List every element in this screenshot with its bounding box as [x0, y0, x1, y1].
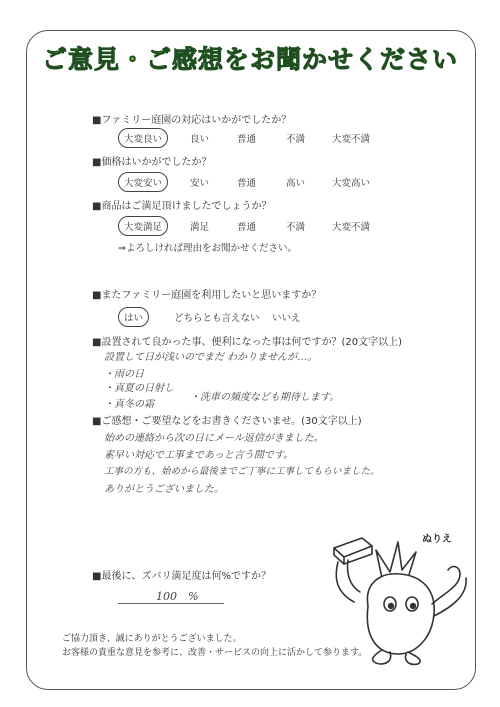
option[interactable]: 普通: [237, 134, 257, 145]
option[interactable]: 大変不満: [332, 222, 371, 233]
options-service: [0, 131, 500, 147]
answer-underline: [118, 603, 224, 604]
options-price: [0, 175, 500, 191]
option[interactable]: 不満: [286, 134, 306, 145]
question-service: ■ファミリー庭園の対応はいかがでしたか？: [92, 115, 292, 126]
option[interactable]: 大変不満: [332, 134, 371, 145]
comments-answer-line: ありがとうございました。: [104, 484, 224, 495]
question-benefits: ■設置されて良かった事、便利になった事は何ですか？(20文字以上): [92, 337, 402, 348]
survey-title: ご意見・ご感想をお聞かせください: [41, 45, 458, 74]
option[interactable]: 普通: [237, 222, 257, 233]
comments-answer-line: 工事の方も、始めから最後までご丁寧に工事してもらいました。: [104, 466, 380, 477]
benefits-answer-line: ・雨の日: [104, 369, 144, 380]
benefits-answer-line: 設置して日が浅いのでまだ わかりませんが…。: [104, 352, 318, 363]
option[interactable]: 不満: [286, 222, 306, 233]
question-comments: ■ご感想・ご要望などをお書きくださいませ。(30文字以上): [92, 416, 362, 427]
benefits-answer-line: ・真冬の霜: [104, 399, 154, 410]
option-selected[interactable]: 大変安い: [118, 172, 168, 192]
option-selected[interactable]: はい: [118, 307, 149, 327]
options-product: [0, 219, 500, 235]
mascot-caption: ぬりえ: [422, 534, 452, 545]
reason-prompt: ⇒よろしければ理由をお聞かせください。: [118, 243, 297, 254]
options-reuse: [0, 310, 500, 326]
option[interactable]: 安い: [190, 178, 210, 189]
benefits-answer-line: ・真夏の日射し: [104, 383, 174, 394]
option[interactable]: 満足: [190, 222, 210, 233]
option[interactable]: 良い: [190, 134, 210, 145]
option[interactable]: どちらとも言えない: [174, 313, 260, 324]
question-reuse: ■またファミリー庭園を利用したいと思いますか？: [92, 290, 322, 301]
option[interactable]: 普通: [237, 178, 257, 189]
satisfaction-answer: 100 %: [156, 590, 199, 603]
comments-answer-line: 始めの連絡から次の日にメール返信がきました。: [104, 433, 324, 444]
option[interactable]: 高い: [286, 178, 306, 189]
option[interactable]: いいえ: [272, 313, 301, 324]
benefits-answer-line: ・洗車の頻度なども期待します。: [190, 392, 340, 403]
option[interactable]: 大変高い: [332, 178, 371, 189]
option-selected[interactable]: 大変良い: [118, 128, 168, 148]
question-price: ■価格はいかがでしたか？: [92, 157, 212, 168]
footer-note: お客様の貴重な意見を参考に、改善・サービスの向上に活かして参ります。: [62, 648, 368, 658]
comments-answer-line: 素早い対応で工事まであっと言う間です。: [104, 450, 294, 461]
question-product: ■商品はご満足頂けましたでしょうか？: [92, 201, 272, 212]
option-selected[interactable]: 大変満足: [118, 216, 168, 236]
footer-thanks: ご協力頂き、誠にありがとうございました。: [62, 634, 242, 644]
question-satisfaction: ■最後に、ズバリ満足度は何%ですか？: [92, 571, 271, 582]
